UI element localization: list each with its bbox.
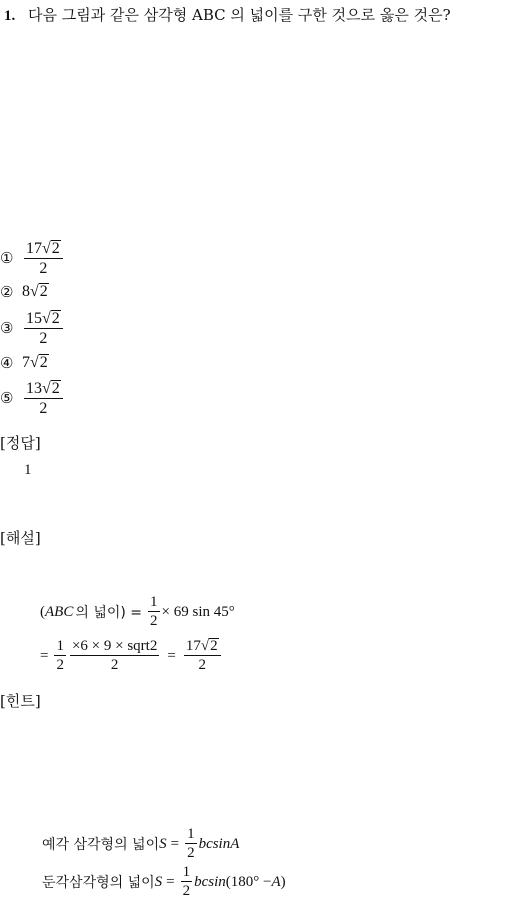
half-fraction: $\frac{1}{2}$ (182, 864, 191, 899)
hint-line-2: 둔각삼각형의 넓이 S = $\frac{1}{2}$ bcsin (180° − A ) (42, 864, 286, 899)
choice-mark: ④ (0, 354, 14, 372)
half-fraction: $\frac{1}{2}$ (56, 638, 64, 673)
hint-header: [힌트] (0, 692, 41, 710)
explanation-header: [해설] (0, 529, 41, 547)
sqrt: √2 (30, 354, 48, 371)
choice-5[interactable] (0, 379, 65, 417)
sqrt: √2 (42, 239, 60, 257)
answer-header: [정답] (0, 434, 41, 452)
sqrt: √2 (200, 638, 218, 654)
choice-fraction: $\frac{17√2}{2}$ (24, 240, 63, 277)
sqrt: √2 (30, 283, 48, 300)
question-text: 다음 그림과 같은 삼각형 ABC 의 넓이를 구한 것으로 옳은 것은? (28, 6, 451, 24)
question (4, 4, 451, 25)
choice-2[interactable] (0, 277, 49, 307)
product-fraction: $\frac{\text{×6 × 9 × sqrt2}}{2}$ (71, 638, 158, 673)
half-fraction: $\frac{1}{2}$ (150, 594, 158, 629)
choice-mark: ⑤ (0, 389, 14, 407)
sqrt: √2 (42, 309, 60, 327)
half-fraction: $\frac{1}{2}$ (187, 826, 195, 861)
explanation-line-1: ( ABC 의 넓이) = $\frac{1}{2}$ × 69 sin 45° (40, 594, 235, 629)
choice-fraction: $\frac{13√2}{2}$ (24, 380, 63, 417)
result-fraction: $\frac{17√2}{2}$ (184, 638, 221, 674)
question-number: 1. (4, 8, 16, 24)
choice-1[interactable] (0, 239, 65, 277)
answer-value: 1 (24, 462, 32, 478)
choice-value: 7√2 (22, 354, 48, 371)
hint-line-1: 예각 삼각형의 넓이 S = $\frac{1}{2}$ bcsinA (42, 826, 240, 861)
choice-4[interactable] (0, 348, 49, 378)
choice-mark: ② (0, 283, 14, 301)
choice-mark: ① (0, 249, 14, 267)
choice-value: 8√2 (22, 283, 48, 300)
choice-3[interactable] (0, 309, 65, 347)
choice-fraction: $\frac{15√2}{2}$ (24, 310, 63, 347)
choice-mark: ③ (0, 319, 14, 337)
explanation-line-2: = $\frac{1}{2}$ $\frac{\text{×6 × 9 × sqrt2}}{2}$ = $\frac{17√2}{2}$ (40, 638, 223, 674)
sqrt: √2 (42, 379, 60, 397)
